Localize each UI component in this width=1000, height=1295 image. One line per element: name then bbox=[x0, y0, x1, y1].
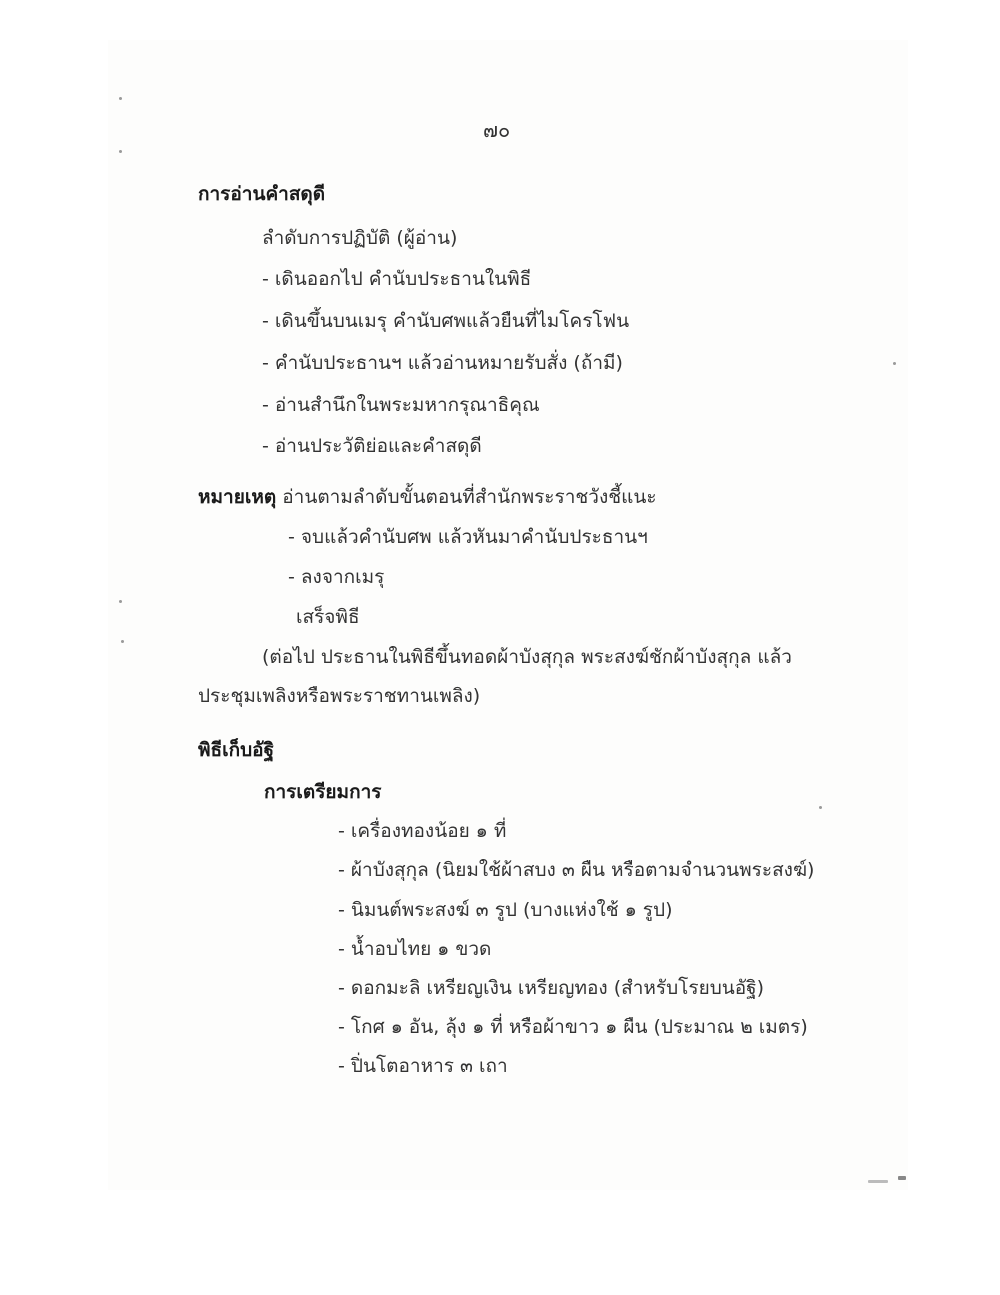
scan-speck bbox=[119, 150, 122, 153]
reading-step: - อ่านสำนึกในพระมหากรุณาธิคุณ bbox=[262, 394, 540, 416]
reading-step: - เดินขึ้นบนเมรุ คำนับศพแล้วยืนที่ไมโครโฟน bbox=[262, 310, 630, 332]
scan-speck bbox=[898, 1176, 906, 1180]
prep-item: - นิมนต์พระสงฆ์ ๓ รูป (บางแห่งใช้ ๑ รูป) bbox=[338, 899, 673, 921]
reading-step: - คำนับประธานฯ แล้วอ่านหมายรับสั่ง (ถ้ามี) bbox=[262, 352, 623, 374]
scan-speck bbox=[893, 362, 896, 365]
prep-item: - ดอกมะลิ เหรียญเงิน เหรียญทอง (สำหรับโรยบนอัฐิ) bbox=[338, 977, 765, 999]
prep-item: - น้ำอบไทย ๑ ขวด bbox=[338, 938, 492, 960]
scan-speck bbox=[121, 640, 124, 643]
reading-step: - อ่านประวัติย่อและคำสดุดี bbox=[262, 435, 482, 457]
note-line bbox=[198, 485, 657, 509]
prep-item: - โกศ ๑ อัน, ลุ้ง ๑ ที่ หรือผ้าขาว ๑ ผืน (ประมาณ ๒ เมตร) bbox=[338, 1016, 808, 1038]
prep-heading: การเตรียมการ bbox=[264, 781, 382, 803]
note-step: - ลงจากเมรุ bbox=[288, 566, 385, 588]
note-paragraph-line-1: (ต่อไป ประธานในพิธีขึ้นทอดผ้าบังสุกุล พระสงฆ์ชักผ้าบังสุกุล แล้ว bbox=[262, 646, 792, 668]
prep-item: - ผ้าบังสุกุล (นิยมใช้ผ้าสบง ๓ ผืน หรือตามจำนวนพระสงฆ์) bbox=[338, 859, 815, 881]
note-paragraph-line-2: ประชุมเพลิงหรือพระราชทานเพลิง) bbox=[198, 685, 481, 707]
scan-speck bbox=[868, 1180, 888, 1183]
scan-speck bbox=[119, 600, 122, 603]
note-step: - จบแล้วคำนับศพ แล้วหันมาคำนับประธานฯ bbox=[288, 526, 648, 548]
scan-speck bbox=[819, 806, 822, 809]
scan-speck bbox=[119, 97, 122, 100]
note-label: หมายเหตุ bbox=[198, 486, 277, 508]
note-text: อ่านตามลำดับขั้นตอนที่สำนักพระราชวังชี้แนะ bbox=[282, 486, 657, 508]
ashes-heading: พิธีเก็บอัฐิ bbox=[198, 739, 275, 761]
prep-item: - เครื่องทองน้อย ๑ ที่ bbox=[338, 820, 507, 842]
note-finish: เสร็จพิธี bbox=[296, 606, 360, 628]
prep-item: - ปิ่นโตอาหาร ๓ เถา bbox=[338, 1055, 508, 1077]
page-number: ๗๐ bbox=[483, 118, 511, 142]
reading-heading: การอ่านคำสดุดี bbox=[198, 183, 326, 205]
reading-step: - เดินออกไป คำนับประธานในพิธี bbox=[262, 268, 532, 290]
reading-order-label: ลำดับการปฏิบัติ (ผู้อ่าน) bbox=[262, 227, 458, 249]
